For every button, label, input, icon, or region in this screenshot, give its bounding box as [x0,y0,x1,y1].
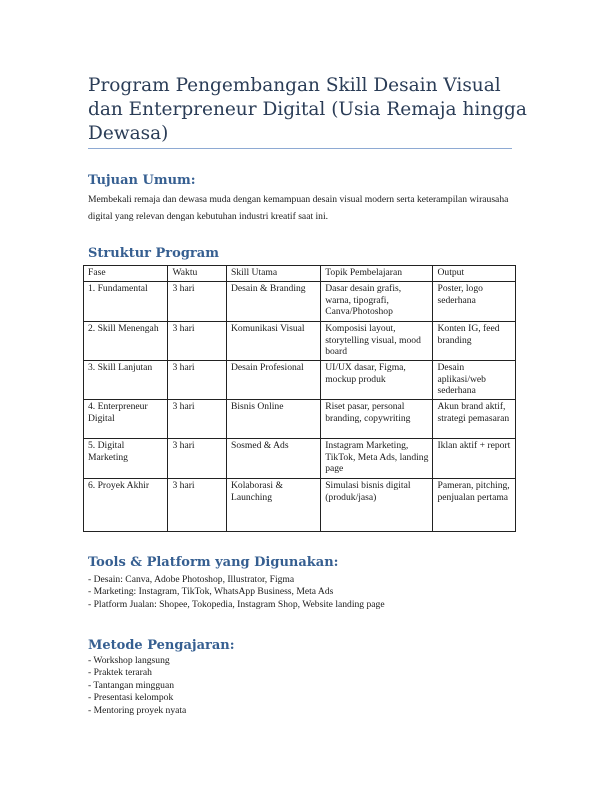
struktur-heading: Struktur Program [88,246,219,261]
table-cell: 3 hari [168,439,227,479]
list-item: - Platform Jualan: Shopee, Tokopedia, Instagram Shop, Website landing page [88,598,385,610]
table-row [84,400,516,439]
list-item: - Workshop langsung [88,655,170,666]
table-cell: Konten IG, feed branding [433,322,516,361]
table-cell: Dasar desain grafis, warna, tipografi, Canva/Photoshop [321,282,433,322]
table-row [84,322,516,361]
table-cell: 2. Skill Menengah [84,322,168,361]
table-cell: Komposisi layout, storytelling visual, mood board [321,322,433,361]
list-item: - Desain: Canva, Adobe Photoshop, Illustrator, Figma [88,574,295,585]
table-cell: Desain Profesional [226,361,320,400]
table-cell: UI/UX dasar, Figma, mockup produk [321,361,433,400]
title-divider [88,148,512,149]
list-item: - Mentoring proyek nyata [88,704,187,716]
table-cell: 3. Skill Lanjutan [84,361,168,400]
table-cell: 5. Digital Marketing [84,439,168,479]
table-cell: 4. Enterpreneur Digital [84,400,168,439]
table-cell: 3 hari [168,361,227,400]
table-cell: Desain & Branding [226,282,320,322]
table-cell: Instagram Marketing, TikTok, Meta Ads, landing page [321,439,433,479]
table-cell: Bisnis Online [226,400,320,439]
table-cell: Komunikasi Visual [226,322,320,361]
table-cell: Iklan aktif + report [433,439,516,479]
tujuan-heading: Tujuan Umum: [88,173,196,188]
table-header-row [84,266,516,282]
list-item: - Praktek terarah [88,667,152,679]
table-row [84,439,516,479]
table-cell: Akun brand aktif, strategi pemasaran [433,400,516,439]
table-row [84,479,516,532]
list-item: - Presentasi kelompok [88,692,174,704]
table-cell: 3 hari [168,400,227,439]
document-title: Program Pengembangan Skill Desain Visual dan Enterpreneur Digital (Usia Remaja hingga Dewasa) [88,75,527,144]
tools-heading: Tools & Platform yang Digunakan: [88,555,339,570]
col-header-output: Output [433,266,516,282]
table-cell: Riset pasar, personal branding, copywriting [321,400,433,439]
table-cell: Kolaborasi & Launching [226,479,320,532]
program-table [83,265,516,532]
table-cell: 6. Proyek Akhir [84,479,168,532]
col-header-topik: Topik Pembelajaran [321,266,433,282]
col-header-waktu: Waktu [168,266,227,282]
tujuan-paragraph: Membekali remaja dan dewasa muda dengan kemampuan desain visual modern serta keterampilan wirausaha digital yang relevan dengan kebutuhan industri kreatif saat ini. [88,194,509,222]
table-cell: Sosmed & Ads [226,439,320,479]
list-item: - Tantangan mingguan [88,679,175,691]
metode-list [88,655,186,717]
table-row [84,361,516,400]
col-header-skill: Skill Utama [226,266,320,282]
table-cell: 1. Fundamental [84,282,168,322]
table-cell: 3 hari [168,479,227,532]
table-row [84,282,516,322]
table-cell: Pameran, pitching, penjualan pertama [433,479,516,532]
tools-list [88,574,385,611]
col-header-fase: Fase [84,266,168,282]
table-cell: Desain aplikasi/web sederhana [433,361,516,400]
table-cell: Simulasi bisnis digital (produk/jasa) [321,479,433,532]
table-cell: 3 hari [168,322,227,361]
table-cell: Poster, logo sederhana [433,282,516,322]
table-cell: 3 hari [168,282,227,322]
list-item: - Marketing: Instagram, TikTok, WhatsApp Business, Meta Ads [88,586,334,598]
metode-heading: Metode Pengajaran: [88,638,235,653]
